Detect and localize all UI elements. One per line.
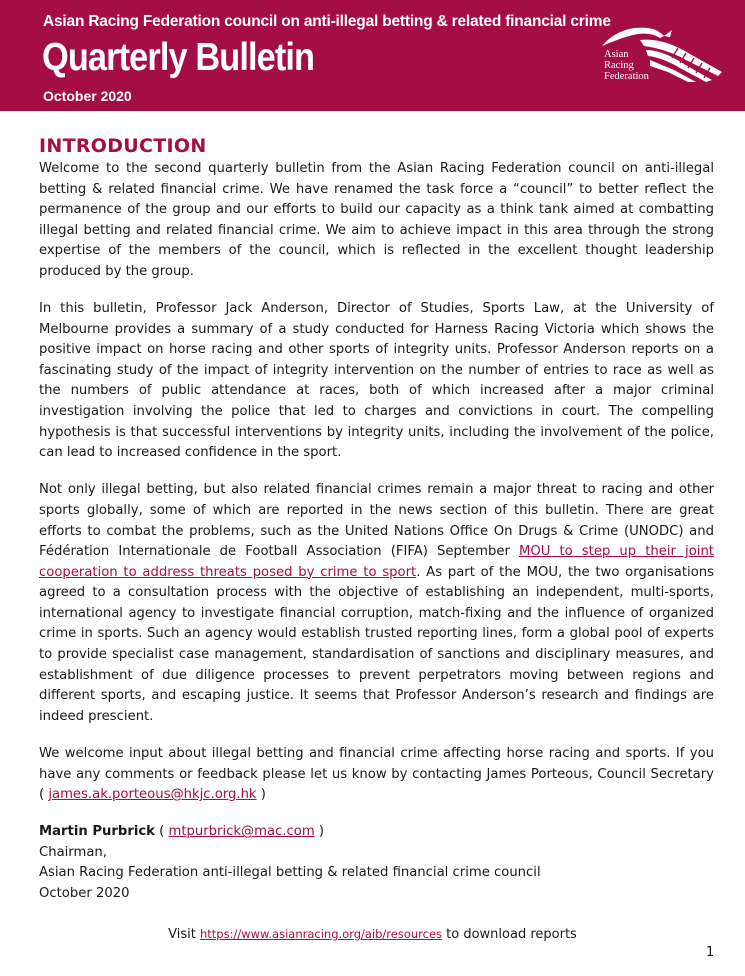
- resources-link[interactable]: https://www.asianracing.org/aib/resources: [200, 927, 443, 941]
- page-number: 1: [706, 945, 715, 960]
- bulletin-subtitle: Asian Racing Federation council on anti-illegal betting & related financial crime: [43, 13, 611, 30]
- signature-date: October 2020: [39, 886, 130, 901]
- signatory-name: Martin Purbrick: [39, 824, 155, 840]
- intro-paragraph-2: In this bulletin, Professor Jack Anderson, Director of Studies, Sports Law, at the University of Melbourne provides a summary of a study conducted for Harness Racing Victoria which shows the positive impact on horse racing and other sports of integrity units. Professor Anderson reports on a fascinating study of the impact of integrity intervention on the number of entries to race as well as the numbers of public attendance at races, both of which increased after a major criminal investigation involving the police that led to charges and convictions in court. The compelling hypothesis is that successful interventions by integrity units, including the involvement of the police, can lead to increased confidence in the sport.: [39, 301, 714, 461]
- section-heading: INTRODUCTION: [39, 135, 207, 157]
- logo-wordmark: Asian Racing Federation: [604, 49, 649, 82]
- mou-link[interactable]: MOU to step up their joint cooperation to address threats posed by crime to sport: [39, 544, 714, 580]
- signatory-org: Asian Racing Federation anti-illegal betting & related financial crime council: [39, 865, 541, 881]
- signatory-role: Chairman,: [39, 844, 107, 860]
- chairman-email-link[interactable]: mtpurbrick@mac.com: [168, 824, 315, 840]
- signature-block: Martin Purbrick ( mtpurbrick@mac.com ) Chairman, Asian Racing Federation anti-illegal betting & related financial crime council October 2020: [39, 822, 714, 904]
- header-banner: [0, 0, 745, 111]
- intro-paragraph-3: Not only illegal betting, but also related financial crimes remain a major threat to racing and other sports globally, some of which are reported in the news section of this bulletin. There are great efforts to combat the problems, such as the United Nations Office On Drugs & Crime (UNODC) and Fédération Internationale de Football Association (FIFA) September MOU to step up their joint cooperation to address threats posed by crime to sport. As part of the MOU, the two organisations agreed to a consultation process with the objective of establishing an independent, multi-sports, international agency to investigate financial corruption, match-fixing and the influence of organized crime in sports. Such an agency would establish trusted reporting lines, form a global pool of experts to provide specialist case management, standardisation of sanctions and disciplinary measures, and establishment of due diligence processes to prevent perpetrators moving between regions and different sports, and escaping justice. It seems that Professor Anderson’s research and findings are indeed prescient.: [39, 482, 714, 724]
- intro-paragraph-1: Welcome to the second quarterly bulletin from the Asian Racing Federation council on anti-illegal betting & related financial crime. We have renamed the task force a “council” to better reflect the permanence of the group and our efforts to build our capacity as a think tank aimed at combatting illegal betting and related financial crime. We aim to achieve impact in this area through the strong expertise of the members of the council, which is reflected in the excellent thought leadership produced by the group.: [39, 161, 714, 279]
- bulletin-date: October 2020: [43, 88, 132, 104]
- intro-paragraph-4: We welcome input about illegal betting and financial crime affecting horse racing and sports. If you have any comments or feedback please let us know by contacting James Porteous, Council Secretary ( james.ak.porteous@hkjc.org.hk ): [39, 745, 714, 803]
- footer: Visit https://www.asianracing.org/aib/resources to download reports: [168, 927, 577, 942]
- bulletin-title: Quarterly Bulletin: [42, 36, 315, 79]
- bulletin-body: [39, 130, 714, 905]
- arf-logo: [600, 24, 725, 84]
- secretary-email-link[interactable]: james.ak.porteous@hkjc.org.hk: [48, 787, 257, 803]
